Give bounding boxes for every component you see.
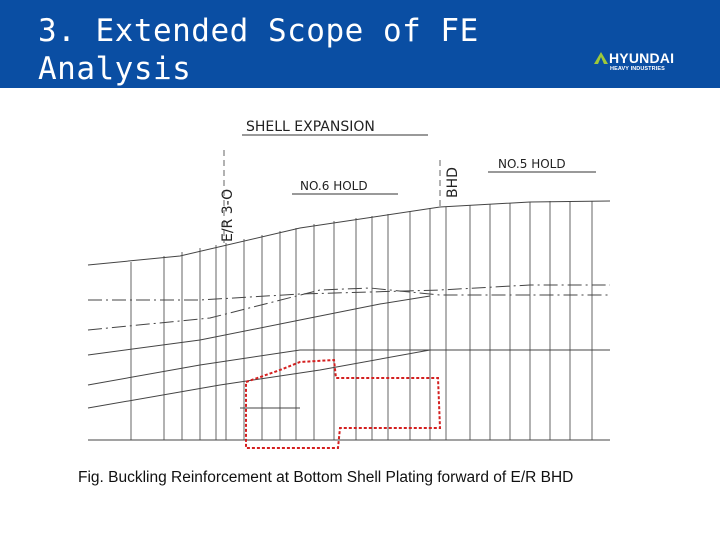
- logo-subtitle: HEAVY INDUSTRIES: [610, 66, 665, 72]
- er-bulkhead-label: E/R 3-O: [220, 188, 236, 242]
- logo-name: HYUNDAI: [609, 50, 675, 66]
- figure-caption: Fig. Buckling Reinforcement at Bottom Shell Plating forward of E/R BHD: [78, 469, 574, 486]
- no5-hold-label: NO.5 HOLD: [498, 157, 566, 171]
- shell-expansion-drawing: [80, 108, 620, 458]
- company-logo: [594, 50, 690, 78]
- longitudinal-lines: [88, 201, 610, 440]
- slide-title: 3. Extended Scope of FE Analysis: [38, 13, 479, 87]
- no6-hold-label: NO.6 HOLD: [300, 179, 368, 193]
- bhd-label: BHD: [445, 167, 461, 198]
- logo-triangle-icon: [594, 52, 608, 64]
- title-bar: [0, 0, 720, 88]
- drawing-heading: SHELL EXPANSION: [246, 119, 375, 135]
- buckling-reinforcement-region: [246, 360, 440, 448]
